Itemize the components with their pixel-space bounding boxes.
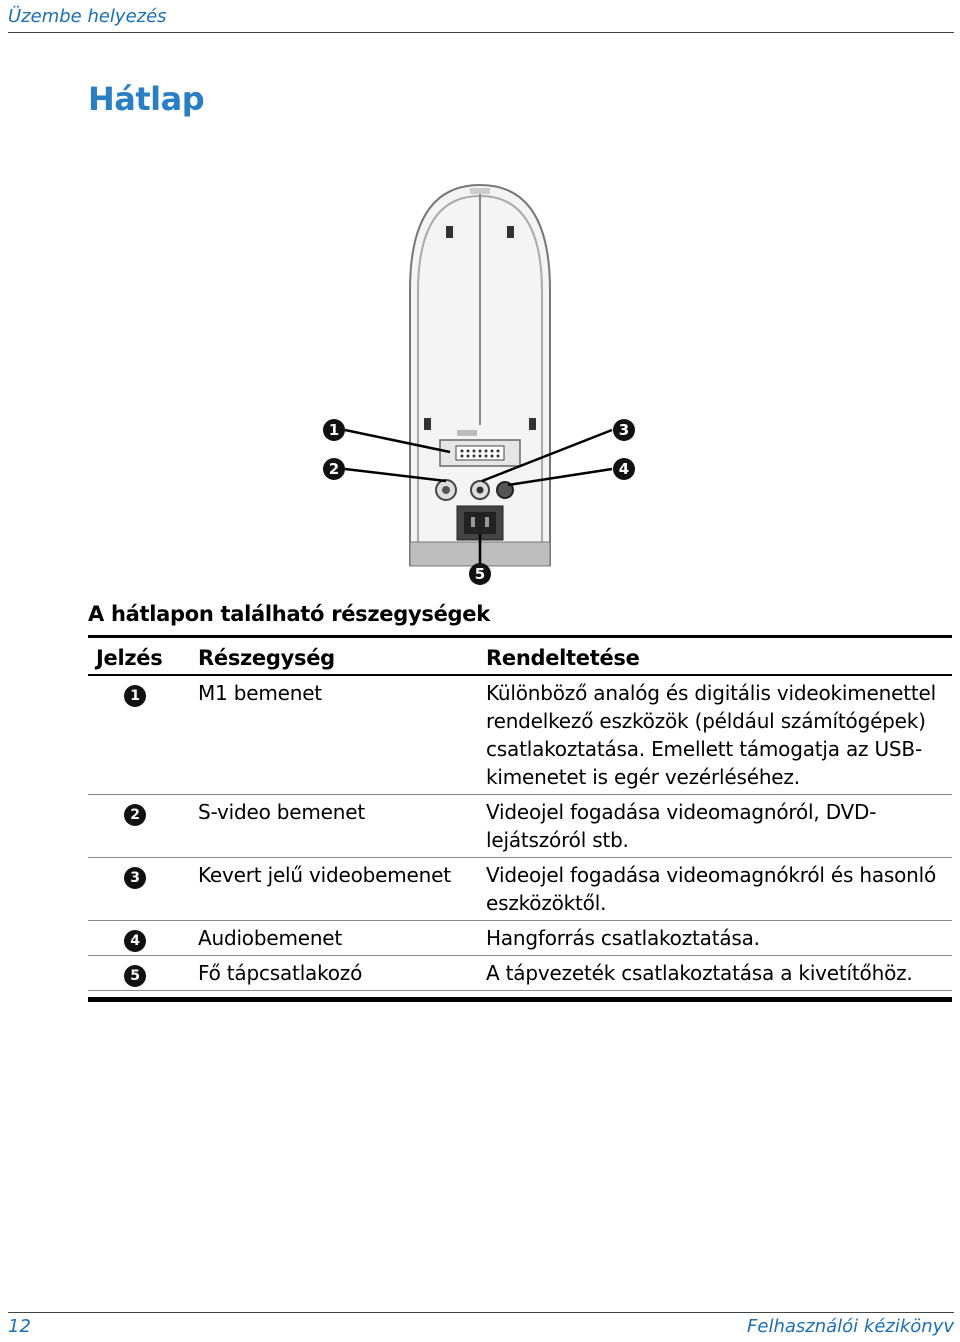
footer-rule: [8, 1312, 954, 1313]
callout-2-label: 2: [328, 460, 340, 478]
back-panel-figure: [300, 180, 660, 590]
column-header-purpose: Rendeltetése: [486, 646, 640, 670]
table-row: [88, 676, 952, 795]
row-purpose: Videojel fogadása videomagnóról, DVD-lejátszóról stb.: [486, 800, 877, 852]
row-part: Kevert jelű videobemenet: [198, 863, 451, 887]
row-marker: 5: [124, 965, 146, 987]
table-header-row: [88, 638, 952, 676]
page-title: Hátlap: [88, 80, 205, 118]
table-caption: A hátlapon található részegységek: [88, 602, 490, 626]
row-marker: 1: [124, 685, 146, 707]
callout-1-label: 1: [328, 421, 340, 439]
column-header-marker: Jelzés: [96, 646, 163, 670]
table-row: [88, 921, 952, 956]
row-part: Fő tápcsatlakozó: [198, 961, 363, 985]
row-marker: 4: [124, 930, 146, 952]
row-purpose: A tápvezeték csatlakoztatása a kivetítőhöz.: [486, 961, 913, 985]
column-header-part: Részegység: [198, 646, 335, 670]
section-header: Üzembe helyezés: [8, 6, 167, 27]
callout-4-label: 4: [618, 460, 630, 478]
footer-title: Felhasználói kézikönyv: [747, 1316, 954, 1337]
table-row: [88, 795, 952, 858]
row-purpose: Különböző analóg és digitális videokimenettel rendelkező eszközök (például számítógépek) csatlakoztatása. Emellett támogatja az USB-kimenetet is egér vezérléséhez.: [486, 681, 936, 789]
table-bottom-rule: [88, 997, 952, 1002]
row-marker: 2: [124, 804, 146, 826]
row-part: S-video bemenet: [198, 800, 365, 824]
projector-back-illustration: [300, 180, 660, 590]
table-row: [88, 956, 952, 991]
header-rule: [8, 32, 954, 33]
row-marker: 3: [124, 867, 146, 889]
row-part: Audiobemenet: [198, 926, 343, 950]
row-part: M1 bemenet: [198, 681, 322, 705]
parts-table: [88, 635, 952, 1002]
page-number: 12: [8, 1316, 31, 1337]
table-row: [88, 858, 952, 921]
callout-3-label: 3: [618, 421, 630, 439]
row-purpose: Videojel fogadása videomagnókról és hasonló eszközöktől.: [486, 863, 937, 915]
row-purpose: Hangforrás csatlakoztatása.: [486, 926, 760, 950]
callout-5-label: 5: [474, 565, 486, 583]
